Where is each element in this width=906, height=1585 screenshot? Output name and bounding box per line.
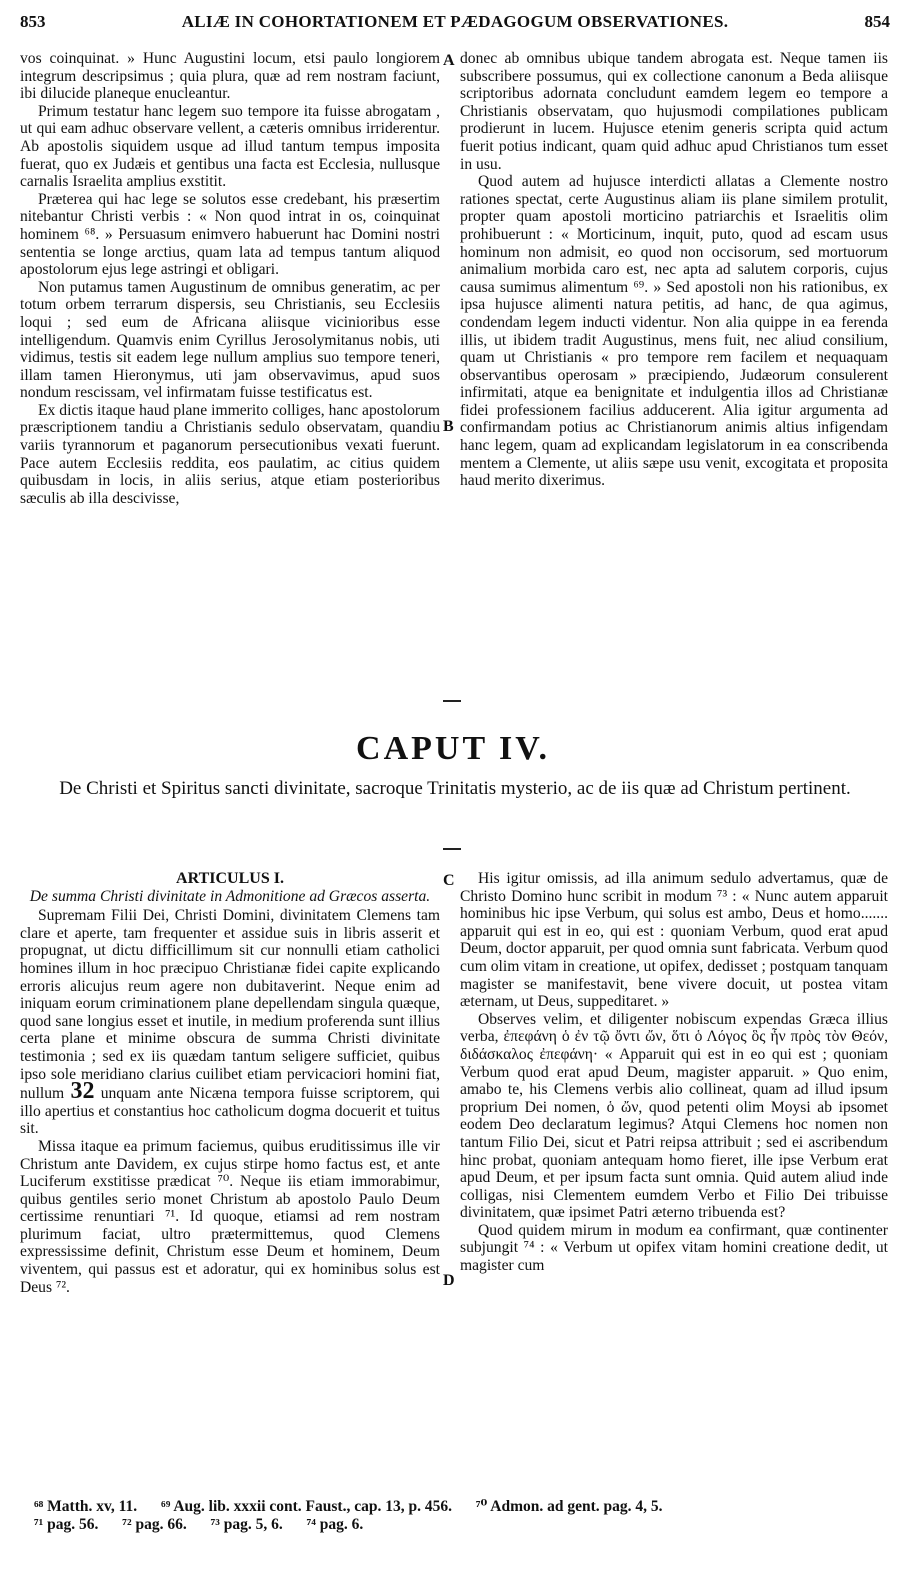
footnote: ⁷³ pag. 5, 6.	[210, 1516, 283, 1533]
running-title: ALIÆ IN COHORTATIONEM ET PÆDAGOGUM OBSERVATIONES.	[181, 12, 729, 31]
paragraph-text: Supremam Filii Dei, Christi Domini, divinitatem Clemens tam clare et aperte, tam frequenter et assidue suis in libris asserit et propugnat, ut dictu difficillimum sit cur nonnulli etiam catholici homines illum in hoc præcipuo Christianæ fidei capite explicando erroris alicujus reum agere non dubitaverint. Neque enim ad iniquam eorum criminationem plane depellendam singula quæque, quod sane longius esset et inutile, in medium proferenda sunt illius certa plane et minime obscura de summa Christi divinitate testimonia ; sed ex iis quædam tantum seligere sufficiet, quibus ipso sole meridiano clarius cuilibet etiam pervicaciori homini fiat, nullum	[20, 907, 440, 1103]
page-number-right: 854	[864, 12, 890, 31]
paragraph	[20, 907, 440, 1138]
column-top-left	[20, 50, 440, 507]
running-header	[20, 12, 890, 38]
footnote-line	[34, 1498, 884, 1516]
footnote: ⁷¹ pag. 56.	[34, 1516, 99, 1533]
footnote: ⁷² pag. 66.	[122, 1516, 187, 1533]
footnote: ⁷⁴ pag. 6.	[306, 1516, 364, 1533]
footnotes	[34, 1498, 884, 1534]
column-top-right	[460, 50, 888, 490]
paragraph: His igitur omissis, ad illa animum sedulo advertamus, quæ de Christo Domino hunc scribit in modum ⁷³ : « Nunc autem apparuit hominibus hic ipse Verbum, qui solus est ambo, Deus et homo....... apparuit qui est in eo, qui est : quoniam Verbum, quod erat apud Deum, doctor apparuit, per quod omnia sunt fabricata. Verbum quod cum olim vitam in creatione, ut opifex, dedisset ; postquam tanquam magister se manifestavit, bene vivere docuit, ut postea vitam æternam, ut Deus, suppeditaret. »	[460, 870, 888, 1011]
paragraph: Ex dictis itaque haud plane immerito colliges, hanc apostolorum præscriptionem tandiu a Christianis sedulo observatam, quandiu variis tyrannorum et paganorum persecutionibus vexati fuerunt. Pace autem Ecclesiis reddita, eos paulatim, ac citius quidem quibusdam in locis, in aliis serius, atque etiam posterioribus sæculis ab illa descivisse,	[20, 401, 440, 507]
paragraph: Quod quidem mirum in modum ea confirmant, quæ continenter subjungit ⁷⁴ : « Verbum ut opifex vitam homini creatione dedit, ut magister cum	[460, 1221, 888, 1275]
paragraph: donec ab omnibus ubique tandem abrogata est. Neque tamen iis subscribere possumus, qui ex collectione canonum a Beda aliisque scriptoribus adornata concludunt eamdem legem eo tempore a Christianis observatam, quo hujusmodi compilationes publicam prodierunt in lucem. Hujusce etenim generis scripta quid actum fuerit potius indicant, quam quid adhuc apud Christianos tum esset in usu.	[460, 50, 888, 173]
paragraph: vos coinquinat. » Hunc Augustini locum, etsi paulo longiorem integrum descripsimus ; quia plura, quæ ad rem nostram faciunt, ibi dilucide planeque enucleantur.	[20, 50, 440, 103]
paragraph: Primum testatur hanc legem suo tempore ita fuisse abrogatam , ut qui eam adhuc observare vellent, a cæteris omnibus irriderentur. Ab apostolis siquidem usque ad illud tantum tempus imposita fuerat, quo ex Judæis et gentibus una facta est Ecclesia, nullusque carnalis Israelita amplius exstitit.	[20, 102, 440, 191]
paragraph: Observes velim, et diligenter nobiscum expendas Græca illius verba, ἐπεφάνη ὁ ἐν τῷ ὄντι ὤν, ὅτι ὁ Λόγος ὃς ἦν πρὸς τὸν Θεόν, διδάσκαλος ἐπεφάνη· « Apparuit qui est in eo qui est ; quoniam Verbum quod erat apud Deum, magister apparuit. » Quo enim, amabo te, his Clemens verbis alio collineat, quam ad illud ipsum proprium Dei nomen, ὁ ὤν, quod petenti olim Moysi ab ipsomet eodem Deo declaratum legimus? Atqui Clemens hoc nomen non tantum Filio Dei, sicut et Patri reipsa attribuit ; sed ei ascribendum hinc probat, quoniam antequam homo fieret, ille ipse Verbum erat apud Deum, et per ipsum facta sunt omnia. Quid autem aliud inde colligas, nisi Clementem eumdem Verbo et Filio Dei tribuisse divinitatem, quæ ipsimet Patri æterno tribuenda est?	[460, 1010, 888, 1222]
margin-letter-d: D	[443, 1272, 455, 1289]
chapter-subtitle: De Christi et Spiritus sancti divinitate, sacroque Trinitatis mysterio, ac de iis quæ ad Christum pertinent.	[59, 778, 851, 799]
margin-letter-a: A	[443, 52, 455, 69]
column-bottom-left	[20, 870, 440, 1296]
footnote: ⁶⁸ Matth. xv, 11.	[34, 1498, 138, 1515]
paragraph: Missa itaque ea primum faciemus, quibus eruditissimus ille vir Christum ante Davidem, ex cujus stirpe homo factus est, et ante Luciferum exstitisse prædicat ⁷⁰. Neque iis etiam immorabimur, quibus gentiles serio monet Christum ab apostolo Paulo Deum certissime renuntiari ⁷¹. Id quoque, etiamsi ad rem nostram plurimum faciat, ultro prætermittemus, quod Clemens expressissime definit, Christum esse Deum et hominem, Deum viventem, qui passus est et adoratur, qui ex hominibus solus est Deus ⁷².	[20, 1137, 440, 1296]
separator-rule	[443, 848, 461, 850]
footnote: ⁶⁹ Aug. lib. xxxii cont. Faust., cap. 13, p. 456.	[161, 1498, 452, 1515]
article-subheading: De summa Christi divinitate in Admonitione ad Græcos asserta.	[29, 887, 431, 905]
column-bottom-right	[460, 870, 888, 1275]
paragraph: Præterea qui hac lege se solutos esse credebant, his præsertim nitebantur Christi verbis : « Non quod intrat in os, coinquinat hominem ⁶⁸. » Persuasum enimvero habuerunt hac Domini nostri sententia se longe arctius, quam lata ad tempus tantum aliquod apostolorum ejus lege astringi et obligari.	[20, 190, 440, 279]
paragraph: Non putamus tamen Augustinum de omnibus generatim, ac per totum orbem terrarum dispersis, seu Christianis, seu Ecclesiis loqui ; sed eum de Africana aliisque vicinioribus esse intelligendum. Quamvis enim Cyrillus Jerosolymitanus nobis, uti vidimus, testis sit eadem lege nullum amplius suo tempore teneri, illam tamen Hieronymus, uti jam observavimus, apud suos nondum rescissam, vel infirmatam fuisse testificatus est.	[20, 278, 440, 402]
article-heading: ARTICULUS I.	[176, 870, 284, 887]
margin-letter-b: B	[443, 418, 454, 435]
margin-letter-c: C	[443, 872, 455, 889]
footnote: ⁷⁰ Admon. ad gent. pag. 4, 5.	[475, 1498, 663, 1515]
chapter-title: CAPUT IV.	[356, 730, 550, 767]
separator-rule	[443, 700, 461, 702]
paragraph: Quod autem ad hujusce interdicti allatas a Clemente nostro rationes spectat, certe Augustinus aliam iis plane similem protulit, propter quam apostoli morticino patriarchis et Israelitis olim prohibuerunt : « Morticinum, inquit, puto, quod ad escam usus hominum non admisit, eo quod non occisorum, sed mortuorum animalium morbida caro est, nec apta ad salutem corporis, cujus causa sumimus alimentum ⁶⁹. » Sed apostoli non his rationibus, ex ipsa hujusce alimenti natura petitis, ad hanc, de qua agimus, condendam legem inducti videntur. Non alia quippe in ea ferenda illis, ut ibidem tradit Augustinus, mens fuit, nec aliud consilium, quam ut Christianis « pro tempore rem facilem et nequaquam observantibus operosam » præcipiendo, Judæorum consulerent infirmitati, atque ea benignitate et indulgentia illos ad Christianæ fidei professionem facilius adducerent. Alia igitur argumenta ad confirmandam potius ac Christianorum animis altius infigendam hanc legem, quam ad explicandam legislatorum in ea conscribenda mentem a Clemente, ut aliis sæpe usu venit, excogitata et proposita haud merito dixerimus.	[460, 173, 888, 490]
page-number-left: 853	[20, 12, 46, 31]
margin-number: 32	[70, 1078, 95, 1105]
footnote-line	[34, 1516, 884, 1534]
paragraph-text: unquam ante Nicæna tempora fuisse scriptorem, qui illo apertius et constantius hoc catholicum dogma docuerit et tuitus sit.	[20, 1085, 440, 1138]
